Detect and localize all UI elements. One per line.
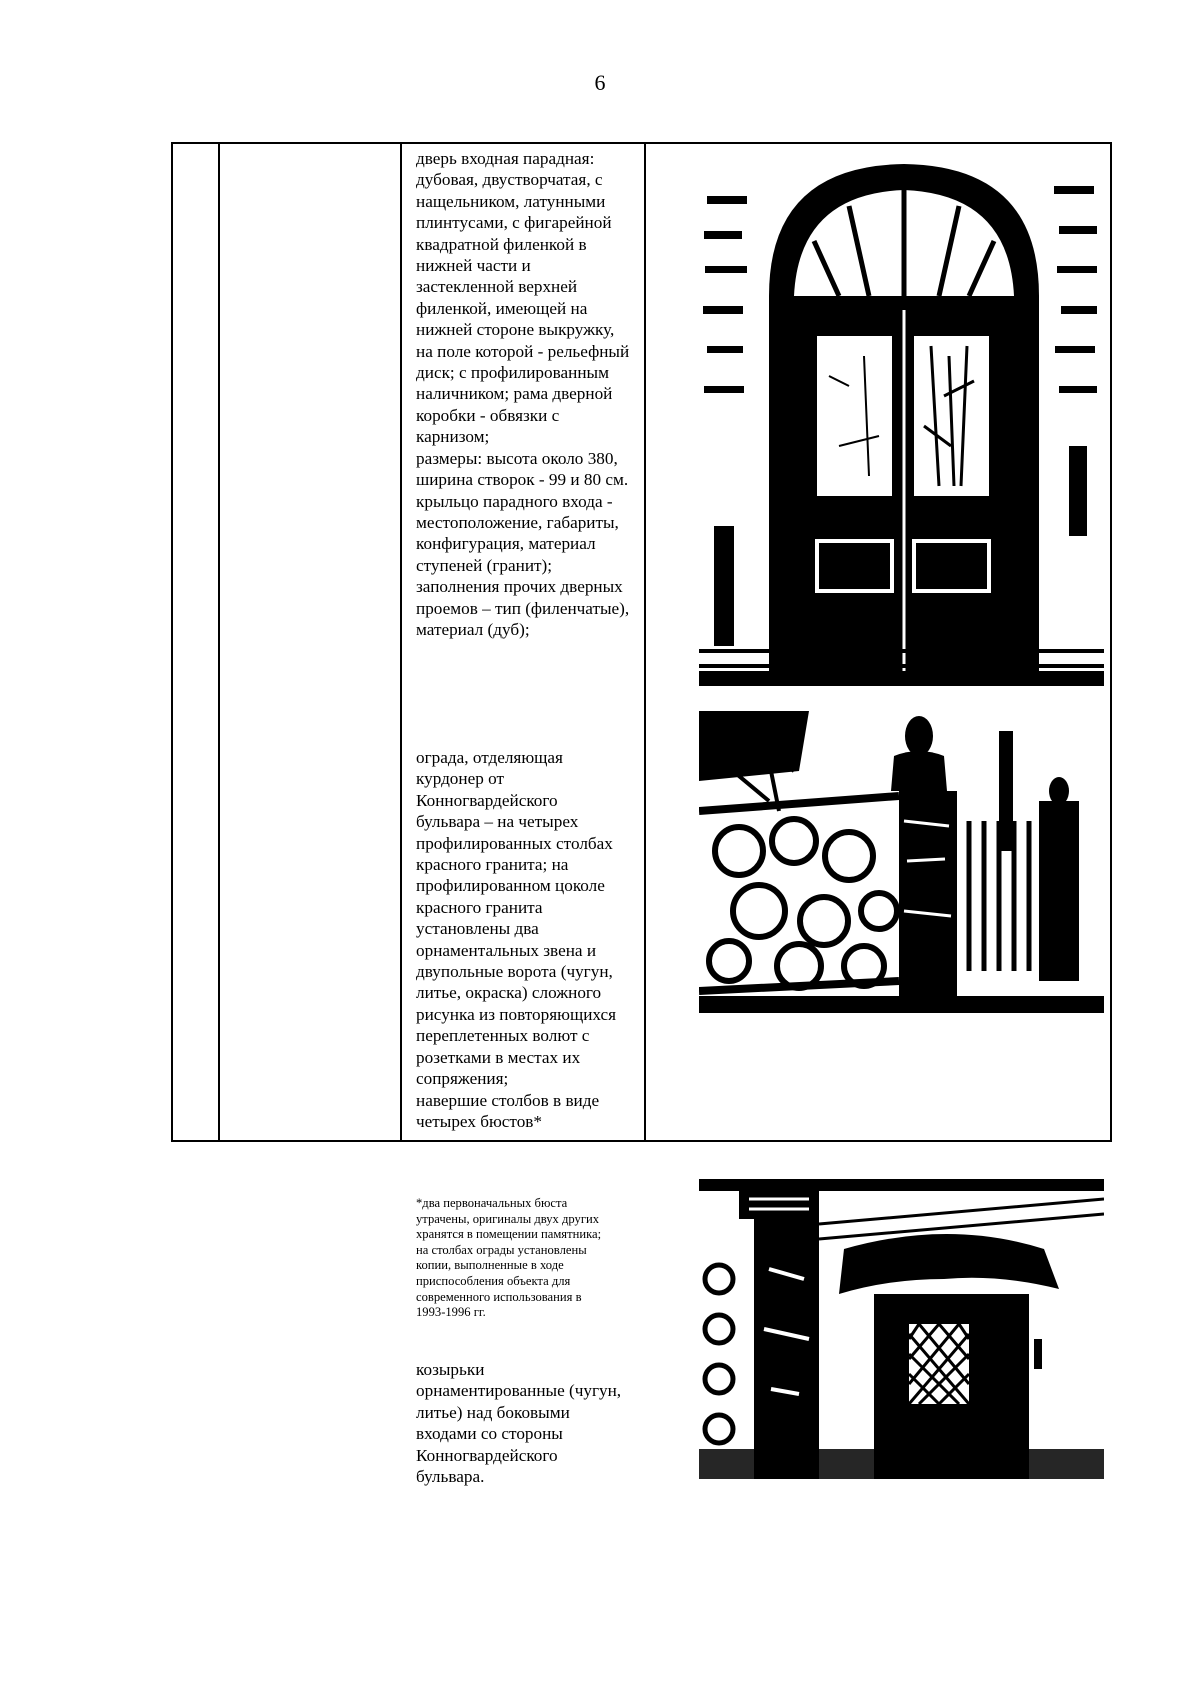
text-line: красного гранита (416, 897, 543, 917)
text-line: 1993-1996 гг. (416, 1305, 486, 1320)
footnote (416, 1196, 668, 1321)
text-line: утрачены, оригиналы двух других (416, 1211, 600, 1226)
canopy-image (699, 1179, 1104, 1479)
page-number: 6 (594, 70, 606, 95)
text-line: дверь входная парадная: (416, 149, 595, 168)
door-description (416, 148, 668, 640)
text-line: красного гранита; на (416, 855, 569, 875)
text-line: бульвара. (416, 1467, 485, 1487)
text-line: профилированном цоколе (416, 876, 605, 896)
text-line: ступеней (гранит); (416, 555, 553, 575)
text-line: материал (дуб); (416, 619, 530, 639)
text-line: розетками в местах их (416, 1047, 581, 1067)
text-line: *два первоначальных бюста (416, 1196, 568, 1210)
text-line: конфигурация, материал (416, 534, 596, 554)
entrance-door-photo (699, 146, 1104, 686)
canopy-description (416, 1359, 668, 1487)
text-line: профилированных столбах (416, 833, 613, 853)
text-line: ширина створок - 99 и 80 см. (416, 470, 629, 490)
text-line: хранятся в помещении памятника; (416, 1227, 602, 1242)
fence-description (416, 747, 668, 1132)
text-line: орнаментированные (чугун, (416, 1381, 622, 1401)
text-line: карнизом; (416, 427, 490, 447)
text-line: местоположение, габариты, (416, 512, 619, 532)
text-line: нижней части и (416, 256, 531, 276)
text-line: филенкой, имеющей на (416, 298, 588, 318)
text-line: крыльцо парадного входа - (416, 491, 613, 511)
fence-with-busts-photo (699, 711, 1104, 1013)
text-line: литье, окраска) сложного (416, 983, 602, 1003)
text-line: курдонер от (416, 769, 505, 789)
text-line: современного использования в (416, 1289, 582, 1304)
text-line: Конногвардейского (416, 1445, 558, 1465)
column-divider-1 (218, 144, 220, 1140)
text-line: четырех бюстов* (416, 1111, 543, 1131)
text-line: установлены два (416, 919, 539, 939)
text-line: коробки - обвязки с (416, 405, 560, 425)
text-line: заполнения прочих дверных (416, 577, 623, 597)
text-line: квадратной филенкой в (416, 234, 587, 254)
text-line: Конногвардейского (416, 790, 558, 810)
text-line: размеры: высота около 380, (416, 448, 618, 468)
text-line: бульвара – на четырех (416, 812, 579, 832)
text-line: козырьки (416, 1360, 485, 1379)
text-line: орнаментальных звена и (416, 940, 597, 960)
text-line: литье) над боковыми (416, 1402, 570, 1422)
text-line: переплетенных волют с (416, 1026, 590, 1046)
text-line: проемов – тип (филенчатые), (416, 598, 630, 618)
text-line: приспособления объекта для (416, 1273, 571, 1288)
text-line: дубовая, двустворчатая, с (416, 170, 603, 190)
text-line: застекленной верхней (416, 277, 578, 297)
text-line: на столбах ограды установлены (416, 1242, 587, 1257)
text-line: на поле которой - рельефный (416, 341, 630, 361)
table-frame (171, 142, 1112, 1487)
cast-iron-canopy-photo (699, 1179, 1104, 1479)
text-line: двупольные ворота (чугун, (416, 962, 613, 982)
text-line: копии, выполненные в ходе (416, 1258, 564, 1273)
text-line: входами со стороны (416, 1424, 563, 1444)
text-line: навершие столбов в виде (416, 1090, 600, 1110)
text-line: ограда, отделяющая (416, 748, 563, 767)
text-line: сопряжения; (416, 1069, 509, 1089)
text-line: диск; с профилированным (416, 363, 609, 383)
text-line: нижней стороне выкружку, (416, 320, 615, 340)
fence-image (699, 711, 1104, 1013)
column-divider-2 (400, 144, 402, 1140)
entrance-door-image (699, 146, 1104, 686)
text-line: плинтусами, с фигарейной (416, 213, 612, 233)
text-line: рисунка из повторяющихся (416, 1004, 617, 1024)
text-line: нащельником, латунными (416, 191, 606, 211)
text-line: наличником; рама дверной (416, 384, 613, 404)
